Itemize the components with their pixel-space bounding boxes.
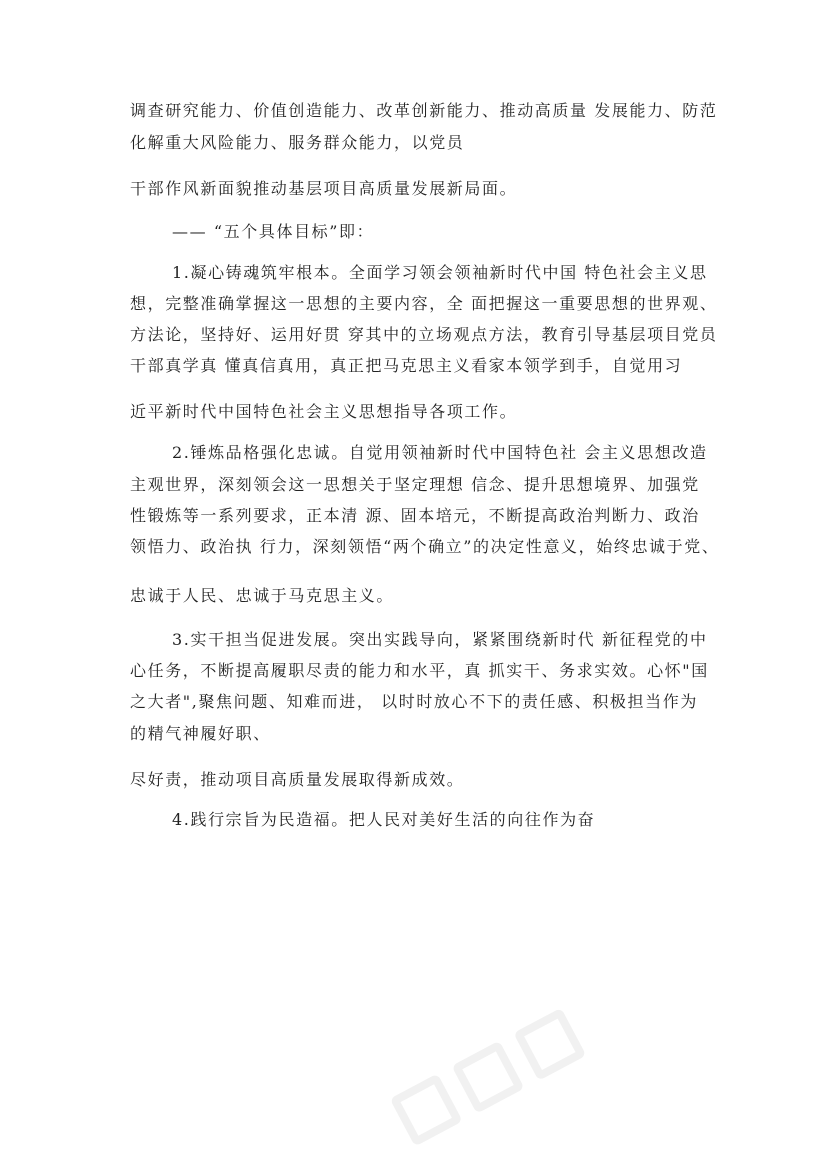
paragraph-line: 调查研究能力、价值创造能力、改革创新能力、推动高质量 发展能力、防范 <box>130 101 718 120</box>
watermark-box-icon <box>452 1041 525 1114</box>
paragraph-line: 性锻炼等一系列要求，正本清 源、固本培元，不断提高政治判断力、政治 <box>130 506 700 525</box>
paragraph-line: 的精气神履好职、 <box>130 724 271 743</box>
paragraph-line: 忠诚于人民、忠诚于马克思主义。 <box>130 586 395 605</box>
paragraph-line: 干部真学真 懂真信真用，真正把马克思主义看家本领学到手，自觉用习 <box>130 356 683 375</box>
paragraph-line: 尽好责，推动项目高质量发展取得新成效。 <box>130 770 465 789</box>
section-heading-line: —— “五个具体目标”即： <box>172 222 375 241</box>
paragraph-line: 想，完整准确掌握这一思想的主要内容，全 面把握这一重要思想的世界观、 <box>130 294 718 313</box>
watermark-box-icon <box>390 1073 463 1146</box>
paragraph-line: 1.凝心铸魂筑牢根本。全面学习领会领袖新时代中国 特色社会主义思 <box>172 263 708 282</box>
paragraph-line: 心任务，不断提高履职尽责的能力和水平，真 抓实干、务求实效。心怀"国 <box>130 661 709 680</box>
paragraph-line: 3.实干担当促进发展。突出实践导向，紧紧围绕新时代 新征程党的中 <box>172 630 708 649</box>
watermark-box-icon <box>513 1008 586 1081</box>
watermark-logo <box>385 991 608 1160</box>
paragraph-line: 化解重大风险能力、服务群众能力，以党员 <box>130 133 465 152</box>
paragraph-line: 4.践行宗旨为民造福。把人民对美好生活的向往作为奋 <box>172 810 596 829</box>
paragraph-line: 领悟力、政治执 行力，深刻领悟“两个确立”的决定性意义，始终忠诚于党、 <box>130 537 720 556</box>
paragraph-line: 干部作风新面貌推动基层项目高质量发展新局面。 <box>130 179 518 198</box>
paragraph-line: 近平新时代中国特色社会主义思想指导各项工作。 <box>130 402 518 421</box>
paragraph-line: 之大者",聚焦问题、知难而进， 以时时放心不下的责任感、积极担当作为 <box>130 692 698 711</box>
paragraph-line: 2.锤炼品格强化忠诚。自觉用领袖新时代中国特色社 会主义思想改造 <box>172 443 708 462</box>
paragraph-line: 主观世界，深刻领会这一思想关于坚定理想 信念、提升思想境界、加强党 <box>130 475 700 494</box>
paragraph-line: 方法论，坚持好、运用好贯 穿其中的立场观点方法，教育引导基层项目党员 <box>130 325 718 344</box>
